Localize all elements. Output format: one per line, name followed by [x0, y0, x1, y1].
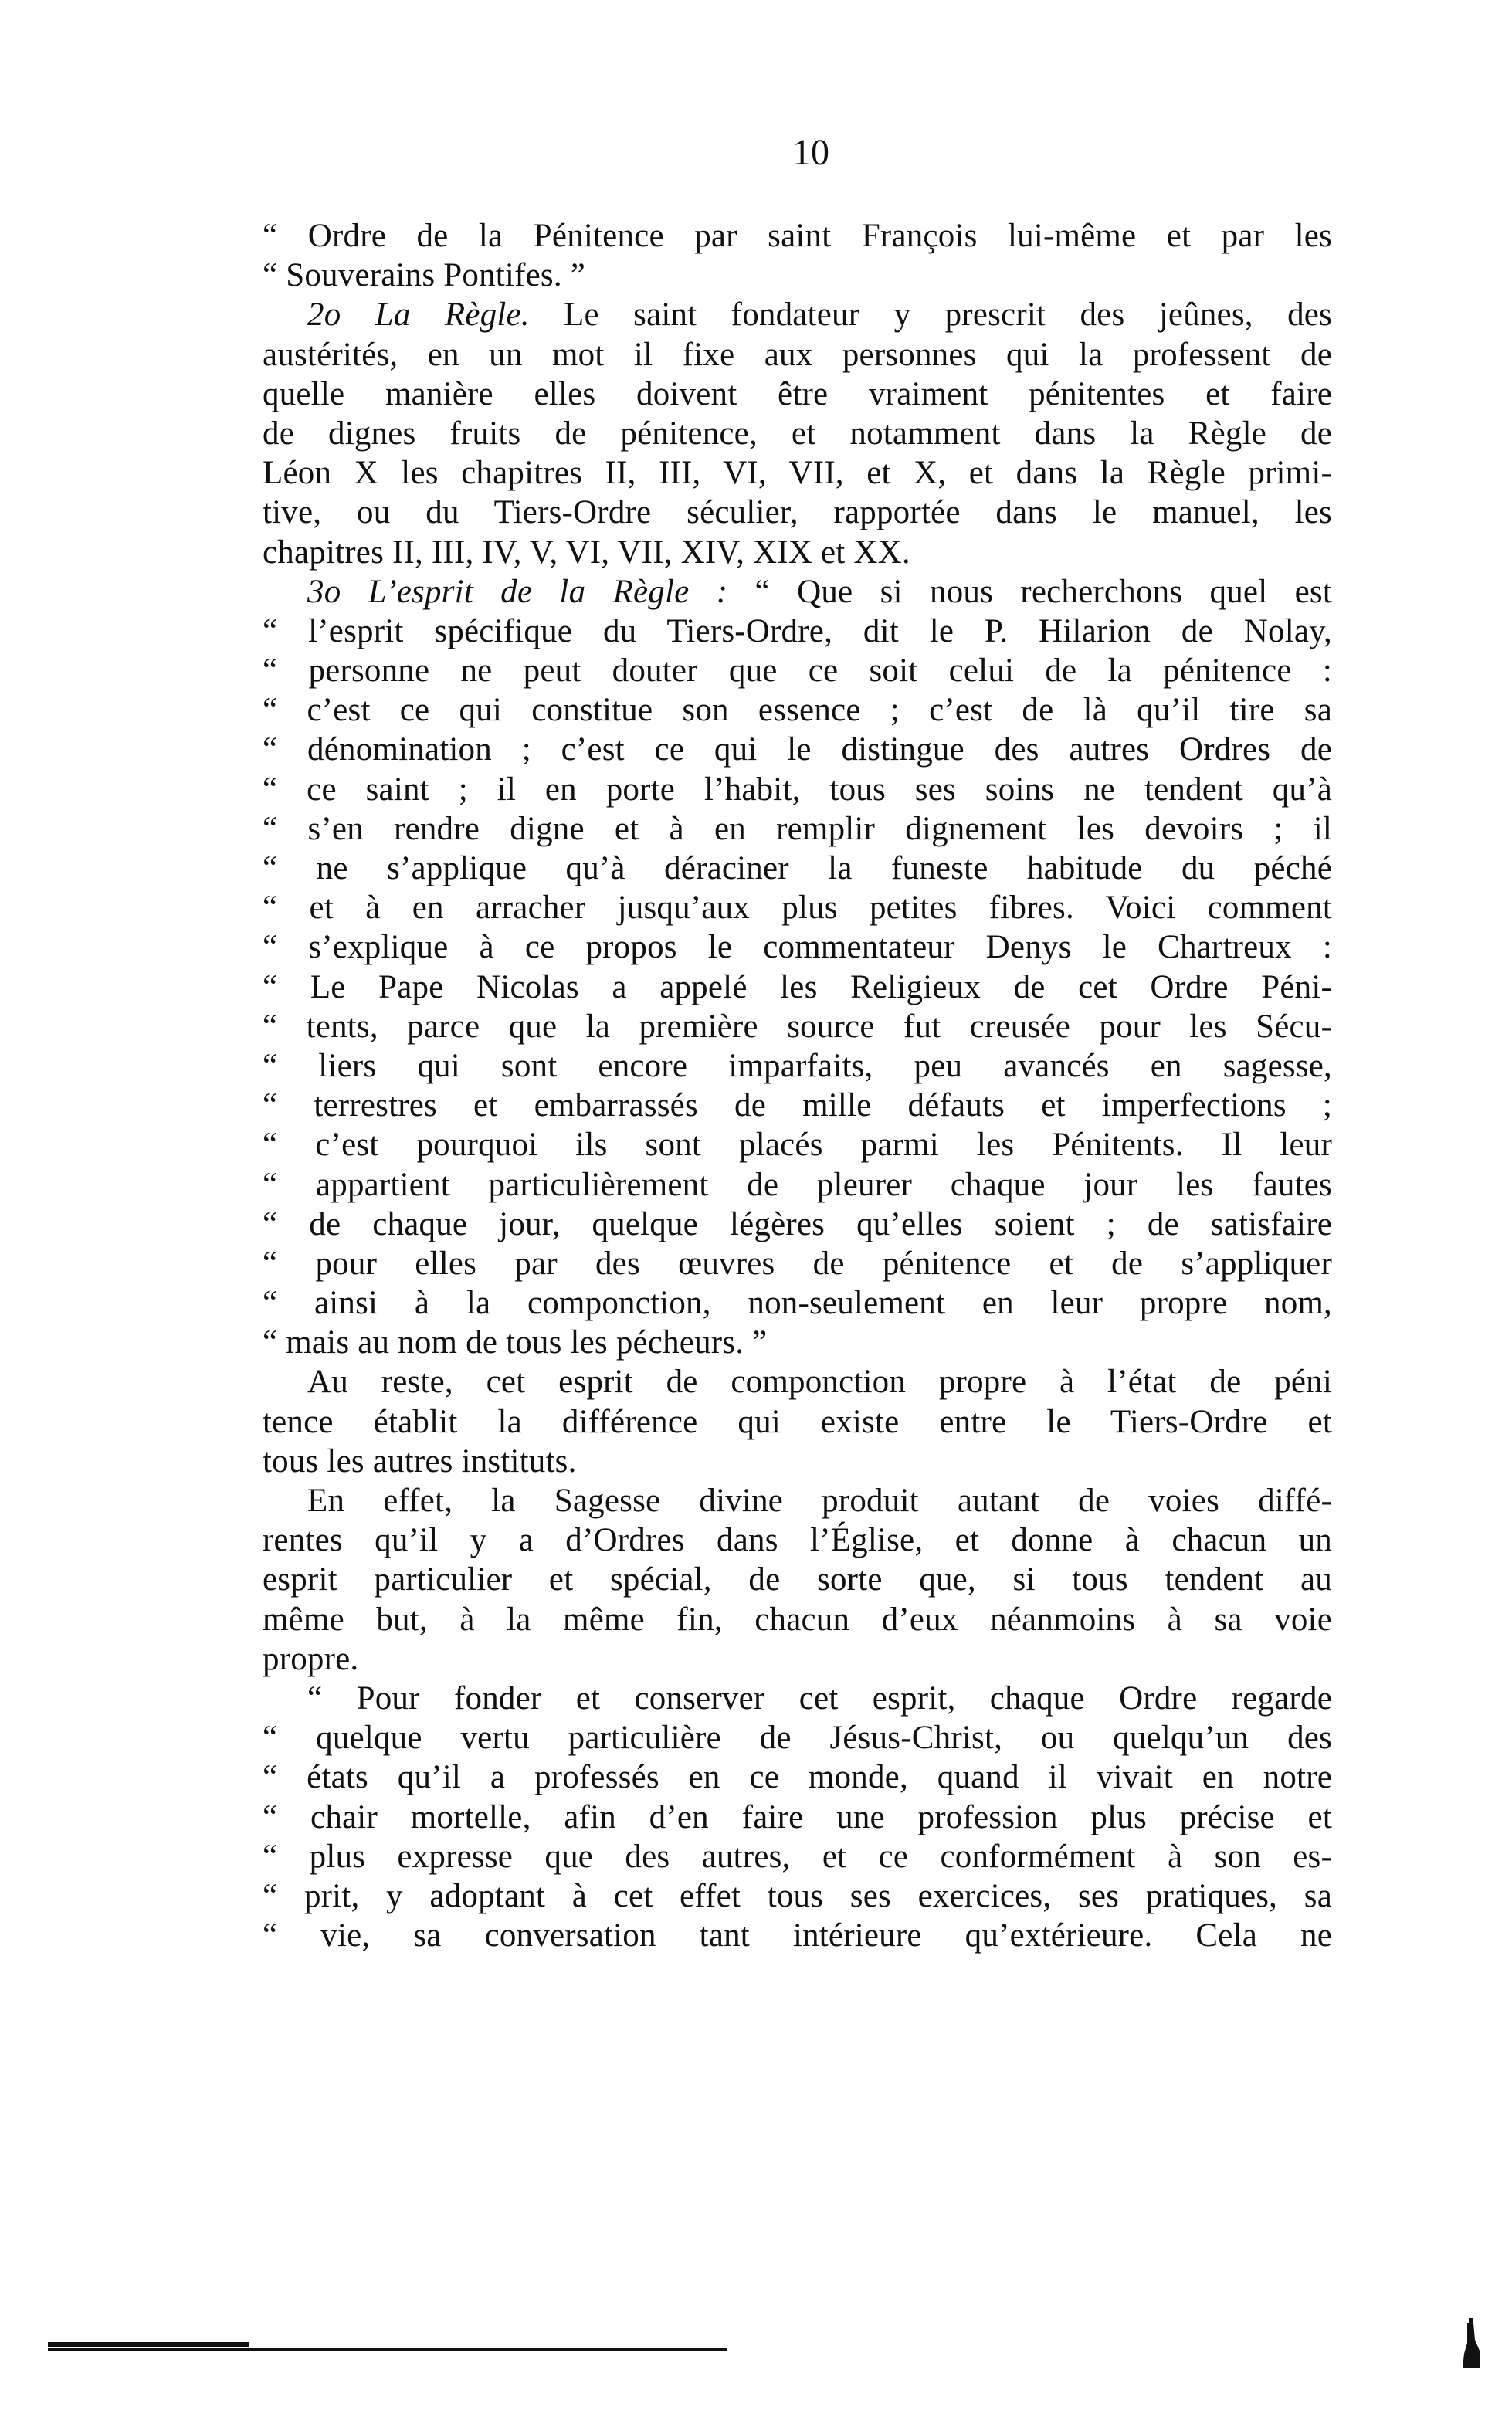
page-number: 10: [792, 132, 829, 173]
text-line: “ c’est pourquoi ils sont placés parmi les Pénitents. Il leur: [263, 1127, 1332, 1164]
text-line: “ s’explique à ce propos le commentateur Denys le Chartreux :: [263, 929, 1332, 966]
text-fragment: Le saint fondateur y prescrit des jeûnes, des: [529, 297, 1332, 334]
text-line: “ vie, sa conversation tant intérieure qu’extérieure. Cela ne: [263, 1917, 1332, 1954]
body-text: [263, 216, 1332, 1955]
text-line: “ pour elles par des œuvres de pénitence et de s’appliquer: [263, 1245, 1332, 1282]
section-heading-esprit: 3o L’esprit de la Règle :: [307, 573, 728, 610]
text-line: [263, 572, 1332, 612]
text-line: “ l’esprit spécifique du Tiers-Ordre, dit le P. Hilarion de Nolay,: [263, 612, 1332, 649]
text-line: austérités, en un mot il fixe aux personnes qui la professent de: [263, 336, 1332, 373]
text-line: tous les autres instituts.: [263, 1442, 577, 1480]
text-line: “ prit, y adoptant à cet effet tous ses exercices, ses pratiques, sa: [263, 1877, 1332, 1914]
text-line: “ mais au nom de tous les pécheurs. ”: [263, 1324, 768, 1361]
text-line: “ ne s’applique qu’à déraciner la funeste habitude du péché: [263, 850, 1332, 886]
text-line: “ quelque vertu particulière de Jésus-Christ, ou quelqu’un des: [263, 1720, 1332, 1757]
text-line: chapitres II, III, IV, V, VI, VII, XIV, XIX et XX.: [263, 534, 910, 571]
text-line: “ Le Pape Nicolas a appelé les Religieux de cet Ordre Péni-: [263, 968, 1332, 1005]
text-line: tence établit la différence qui existe entre le Tiers-Ordre et: [263, 1403, 1332, 1440]
text-line: “ Souverains Pontifes. ”: [263, 257, 586, 294]
text-line: “ c’est ce qui constitue son essence ; c’est de là qu’il tire sa: [263, 692, 1332, 729]
text-line: “ dénomination ; c’est ce qui le distingue des autres Ordres de: [263, 731, 1332, 768]
text-line: tive, ou du Tiers-Ordre séculier, rapportée dans le manuel, les: [263, 494, 1332, 531]
text-line: rentes qu’il y a d’Ordres dans l’Église, et donne à chacun un: [263, 1522, 1332, 1559]
scan-edge-line: [48, 2348, 727, 2351]
text-line: “ terrestres et embarrassés de mille défauts et imperfections ;: [263, 1087, 1332, 1124]
text-line: “ s’en rendre digne et à en remplir dignement les devoirs ; il: [263, 810, 1332, 847]
text-line: “ de chaque jour, quelque légères qu’elles soient ; de satisfaire: [263, 1205, 1332, 1242]
text-line: “ et à en arracher jusqu’aux plus petites fibres. Voici comment: [263, 890, 1332, 927]
text-line: même but, à la même fin, chacun d’eux néanmoins à sa voie: [263, 1601, 1332, 1638]
text-line: “ Pour fonder et conserver cet esprit, chaque Ordre regarde: [307, 1680, 1332, 1717]
text-line: “ états qu’il a professés en ce monde, quand il vivait en notre: [263, 1759, 1332, 1796]
text-line: “ ce saint ; il en porte l’habit, tous ses soins ne tendent qu’à: [263, 771, 1332, 808]
text-line: “ ainsi à la componction, non-seulement en leur propre nom,: [263, 1285, 1332, 1322]
text-line: En effet, la Sagesse divine produit autant de voies diffé-: [307, 1483, 1332, 1519]
text-line: “ plus expresse que des autres, et ce conformément à son es-: [263, 1838, 1332, 1875]
scan-edge-mark: [48, 2342, 249, 2347]
text-fragment: “ Que si nous recherchons quel est: [727, 573, 1332, 610]
text-line: “ personne ne peut douter que ce soit celui de la pénitence :: [263, 652, 1332, 690]
scan-marker-icon: [1456, 2317, 1487, 2371]
text-line: Au reste, cet esprit de componction propre à l’état de péni: [307, 1364, 1332, 1401]
text-line: “ appartient particulièrement de pleurer chaque jour les fautes: [263, 1166, 1332, 1203]
text-line: [263, 295, 1332, 334]
text-line: quelle manière elles doivent être vraiment pénitentes et faire: [263, 375, 1332, 412]
text-line: “ chair mortelle, afin d’en faire une profession plus précise et: [263, 1798, 1332, 1835]
text-line: propre.: [263, 1640, 359, 1677]
text-line: esprit particulier et spécial, de sorte que, si tous tendent au: [263, 1561, 1332, 1598]
section-heading-regle: 2o La Règle.: [307, 297, 530, 334]
text-line: “ liers qui sont encore imparfaits, peu avancés en sagesse,: [263, 1047, 1332, 1084]
text-line: de dignes fruits de pénitence, et notamment dans la Règle de: [263, 415, 1332, 452]
text-line: Léon X les chapitres II, III, VI, VII, et X, et dans la Règle primi-: [263, 455, 1332, 492]
text-line: “ Ordre de la Pénitence par saint François lui-même et par les: [263, 218, 1332, 254]
text-line: “ tents, parce que la première source fut creusée pour les Sécu-: [263, 1008, 1332, 1045]
